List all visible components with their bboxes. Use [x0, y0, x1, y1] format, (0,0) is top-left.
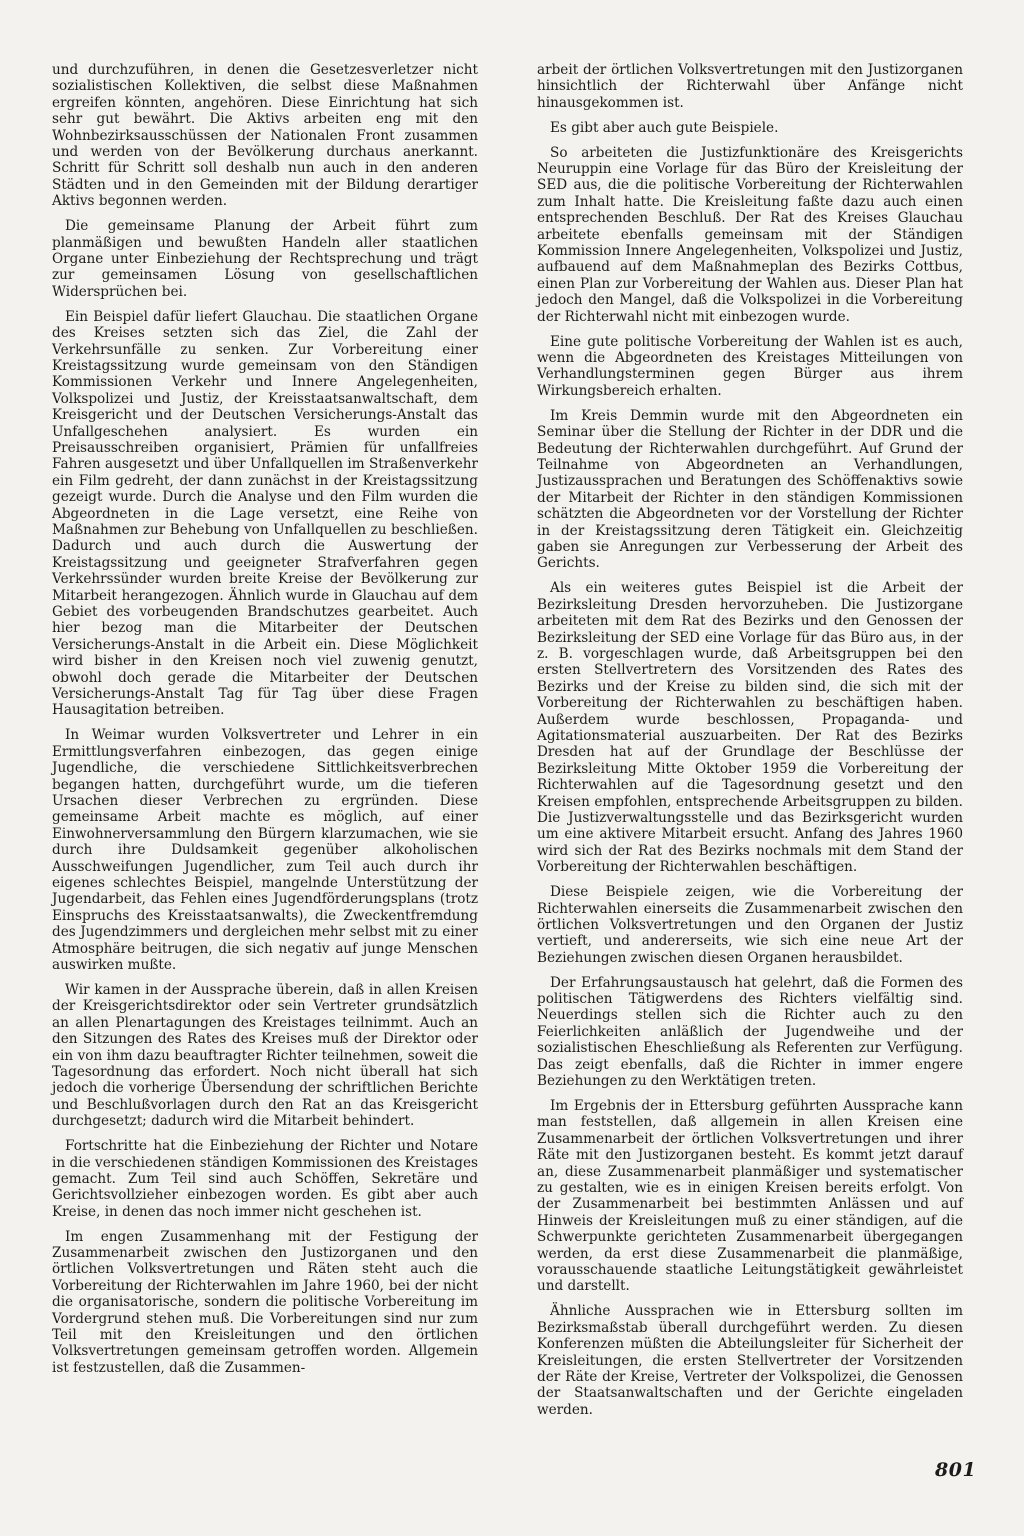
paragraph: Es gibt aber auch gute Beispiele. [550, 119, 779, 136]
paragraph: arbeit der örtlichen Volksvertretungen mit den Justizorganen hinsichtlich der Richterwahl über Anfänge nicht hinausgekommen ist. [537, 62, 963, 111]
paragraph: Im Ergebnis der in Ettersburg geführten Aussprache kann man feststellen, daß allgemein in allen Kreisen eine Zusammenarbeit der örtlichen Volksvertretungen und ihrer Räte mit den Justizorganen besteht. Es kommt jetzt darauf an, diese Zusammenarbeit planmäßiger und systematischer zu gestalten, wie es in einigen Kreisen bereits erfolgt. Von der Zusammenarbeit bei bestimmten Anlässen und auf Hinweis der Kreisleitungen muß zu einer ständigen, auf die Schwerpunkte gerichteten Zusammenarbeit übergegangen werden, da erst diese Zusammenarbeit die planmäßige, vorausschauende staatliche Leitungstätigkeit gewährleistet und darstellt. [537, 1097, 963, 1295]
text-column-right [537, 62, 963, 1427]
paragraph: Als ein weiteres gutes Beispiel ist die Arbeit der Bezirksleitung Dresden hervorzuheben. Die Justizorgane arbeiteten mit dem Rat des Bezirks und den Genossen der Bezirksleitung der SED eine Vorlage für das Büro aus, in der z. B. vorgeschlagen wurde, daß Arbeitsgruppen bei den ersten Stellvertretern des Vorsitzenden des Rates des Bezirks und der Kreise zu bilden sind, die sich mit der Vorbereitung der Richterwahlen zu beschäftigen haben. Außerdem wurde beschlossen, Propaganda- und Agitationsmaterial auszuarbeiten. Der Rat des Bezirks Dresden hat auf der Grundlage der Beschlüsse der Bezirksleitung Mitte Oktober 1959 die Vorbereitung der Richterwahlen auf die Tagesordnung gesetzt und den Kreisen empfohlen, entsprechende Arbeitsgruppen zu bilden. Die Justizverwaltungsstelle und das Bezirksgericht wurden um eine aktivere Mitarbeit ersucht. Anfang des Jahres 1960 wird sich der Rat des Bezirks nochmals mit dem Stand der Vorbereitung der Richterwahlen beschäftigen. [537, 580, 963, 876]
paragraph: In Weimar wurden Volksvertreter und Lehrer in ein Ermittlungsverfahren einbezogen, das gegen einige Jugendliche, die verschiedene Sittlichkeitsverbrechen begangen hatten, durchgeführt wurde, um die tieferen Ursachen dieser Verbrechen zu ergründen. Diese gemeinsame Arbeit machte es möglich, auf einer Einwohnerversammlung den Bürgern klarzumachen, wie sie durch ihre Duldsamkeit gegenüber alkoholischen Ausschweifungen Jugendlicher, zum Teil auch durch ihr eigenes schlechtes Beispiel, mangelnde Unterstützung der Jugendarbeit, das Fehlen eines Jugendförderungsplans (trotz Einspruchs des Kreisstaatsanwalts), die Zweckentfremdung des Jugendzimmers und dergleichen mehr selbst mit zu einer Atmosphäre beitrugen, die sich negativ auf junge Menschen auswirken mußte. [52, 727, 478, 974]
paragraph: Im Kreis Demmin wurde mit den Abgeordneten ein Seminar über die Stellung der Richter in der DDR und die Bedeutung der Richterwahlen durchgeführt. Auf Grund der Teilnahme von Abgeordneten an Verhandlungen, Justizaussprachen und Beratungen des Schöffenaktivs sowie der Mitarbeit der Richter in den ständigen Kommissionen schätzten die Abgeordneten vor der Vorstellung der Richter in der Kreistagssitzung deren Tätigkeit ein. Gleichzeitig gaben sie Anregungen zur Verbesserung der Arbeit des Gerichts. [537, 407, 963, 572]
paragraph: Wir kamen in der Aussprache überein, daß in allen Kreisen der Kreisgerichtsdirektor oder sein Vertreter grundsätzlich an allen Plenartagungen des Kreistages teilnimmt. Auch an den Sitzungen des Rates des Kreises muß der Direktor oder ein von ihm dazu beauftragter Richter teilnehmen, soweit die Tagesordnung das erfordert. Noch nicht überall hat sich jedoch die vorherige Übersendung der schriftlichen Berichte und Beschlußvorlagen durch den Rat an das Kreisgericht durchgesetzt; dadurch wird die Mitarbeit behindert. [52, 981, 478, 1130]
paragraph: So arbeiteten die Justizfunktionäre des Kreisgerichts Neuruppin eine Vorlage für das Büro der Kreisleitung der SED aus, die die politische Vorbereitung der Richterwahlen zum Inhalt hatte. Die Kreisleitung faßte dazu auch einen entsprechenden Beschluß. Der Rat des Kreises Glauchau arbeitete ebenfalls gemeinsam mit der Ständigen Kommission Innere Angelegenheiten, Volkspolizei und Justiz, aufbauend auf dem Maßnahmeplan des Bezirks Cottbus, einen Plan zur Vorbereitung der Wahlen aus. Dieser Plan hat jedoch den Mangel, daß die Volkspolizei in die Vorbereitung der Richterwahl nicht mit einbezogen wurde. [537, 144, 963, 325]
paragraph: Diese Beispiele zeigen, wie die Vorbereitung der Richterwahlen einerseits die Zusammenarbeit zwischen den örtlichen Volksvertretungen und den Organen der Justiz vertieft, und andererseits, wie sich eine neue Art der Beziehungen zwischen diesen Organen herausbildet. [537, 884, 963, 966]
paragraph: Ähnliche Aussprachen wie in Ettersburg sollten im Bezirksmaßstab überall durchgeführt werden. Zu diesen Konferenzen müßten die Abteilungsleiter für Sicherheit der Kreisleitungen, die ersten Stellvertreter der Vorsitzenden der Räte der Kreise, Vertreter der Volkspolizei, die Genossen der Staatsanwaltschaften und der Gerichte eingeladen werden. [537, 1303, 963, 1418]
page-number: 801 [935, 1459, 977, 1481]
paragraph: Eine gute politische Vorbereitung der Wahlen ist es auch, wenn die Abgeordneten des Kreistages Mitteilungen von Verhandlungsterminen gegen Bürger aus ihrem Wirkungsbereich erhalten. [537, 333, 963, 399]
paragraph: Der Erfahrungsaustausch hat gelehrt, daß die Formen des politischen Tätigwerdens des Richters vielfältig sind. Neuerdings stellen sich die Richter auch zu den Feierlichkeiten anläßlich der Jugendweihe und der sozialistischen Eheschließung als Referenten zur Verfügung. Das zeigt ebenfalls, daß die Richter in immer engere Beziehungen zu den Werktätigen treten. [537, 974, 963, 1090]
paragraph: und durchzuführen, in denen die Gesetzesverletzer nicht sozialistischen Kollektiven, die selbst diese Maßnahmen ergreifen könnten, angehören. Diese Einrichtung hat sich sehr gut bewährt. Die Aktivs arbeiten eng mit den Wohnbezirksausschüssen der Nationalen Front zusammen und werden von der Bevölkerung durchaus anerkannt. Schritt für Schritt soll deshalb nun auch in den anderen Städten und in den Gemeinden mit der Bildung derartiger Aktivs begonnen werden. [52, 62, 478, 210]
paragraph: Im engen Zusammenhang mit der Festigung der Zusammenarbeit zwischen den Justizorganen und den örtlichen Volksvertretungen und Räten steht auch die Vorbereitung der Richterwahlen im Jahre 1960, bei der nicht die organisatorische, sondern die politische Vorbereitung im Vordergrund stehen muß. Die Vorbereitungen sind nur zum Teil mit den Kreisleitungen und den örtlichen Volksvertretungen gemeinsam getroffen worden. Allgemein ist festzustellen, daß die Zusammen- [52, 1228, 478, 1376]
paragraph: Fortschritte hat die Einbeziehung der Richter und Notare in die verschiedenen ständigen Kommissionen des Kreistages gemacht. Zum Teil sind auch Schöffen, Sekretäre und Gerichtsvollzieher einbezogen worden. Es gibt aber auch Kreise, in denen das noch immer nicht geschehen ist. [52, 1138, 478, 1220]
paragraph: Ein Beispiel dafür liefert Glauchau. Die staatlichen Organe des Kreises setzten sich das Ziel, die Zahl der Verkehrsunfälle zu senken. Zur Vorbereitung einer Kreistagssitzung wurde gemeinsam von den Ständigen Kommissionen Verkehr und Innere Angelegenheiten, Volkspolizei und Justiz, der Kreisstaatsanwaltschaft, dem Kreisgericht und der Deutschen Versicherungs-Anstalt das Unfallgeschehen analysiert. Es wurden ein Preisausschreiben organisiert, Prämien für unfallfreies Fahren ausgesetzt und über Unfallquellen im Straßenverkehr ein Film gedreht, der dann zunächst in der Kreistagssitzung gezeigt wurde. Durch die Analyse und den Film wurden die Abgeordneten in die Lage versetzt, eine Reihe von Maßnahmen zur Behebung von Unfallquellen zu beschließen. Dadurch und auch durch die Auswertung der Kreistagssitzung und geeigneter Strafverfahren gegen Verkehrssünder wurden breite Kreise der Bevölkerung zur Mitarbeit herangezogen. Ähnlich wurde in Glauchau auf dem Gebiet des vorbeugenden Brandschutzes gearbeitet. Auch hier bezog man die Mitarbeiter der Deutschen Versicherungs-Anstalt in die Arbeit ein. Diese Möglichkeit wird bisher in den Kreisen noch viel zuwenig genutzt, obwohl doch gerade die Mitarbeiter der Deutschen Versicherungs-Anstalt Tag für Tag über diese Fragen Hausagitation betreiben. [52, 308, 478, 719]
paragraph: Die gemeinsame Planung der Arbeit führt zum planmäßigen und bewußten Handeln aller staatlichen Organe unter Einbeziehung der Rechtsprechung und trägt zur gemeinsamen Lösung von gesellschaftlichen Widersprüchen bei. [52, 218, 478, 300]
text-column-left [52, 62, 478, 1385]
